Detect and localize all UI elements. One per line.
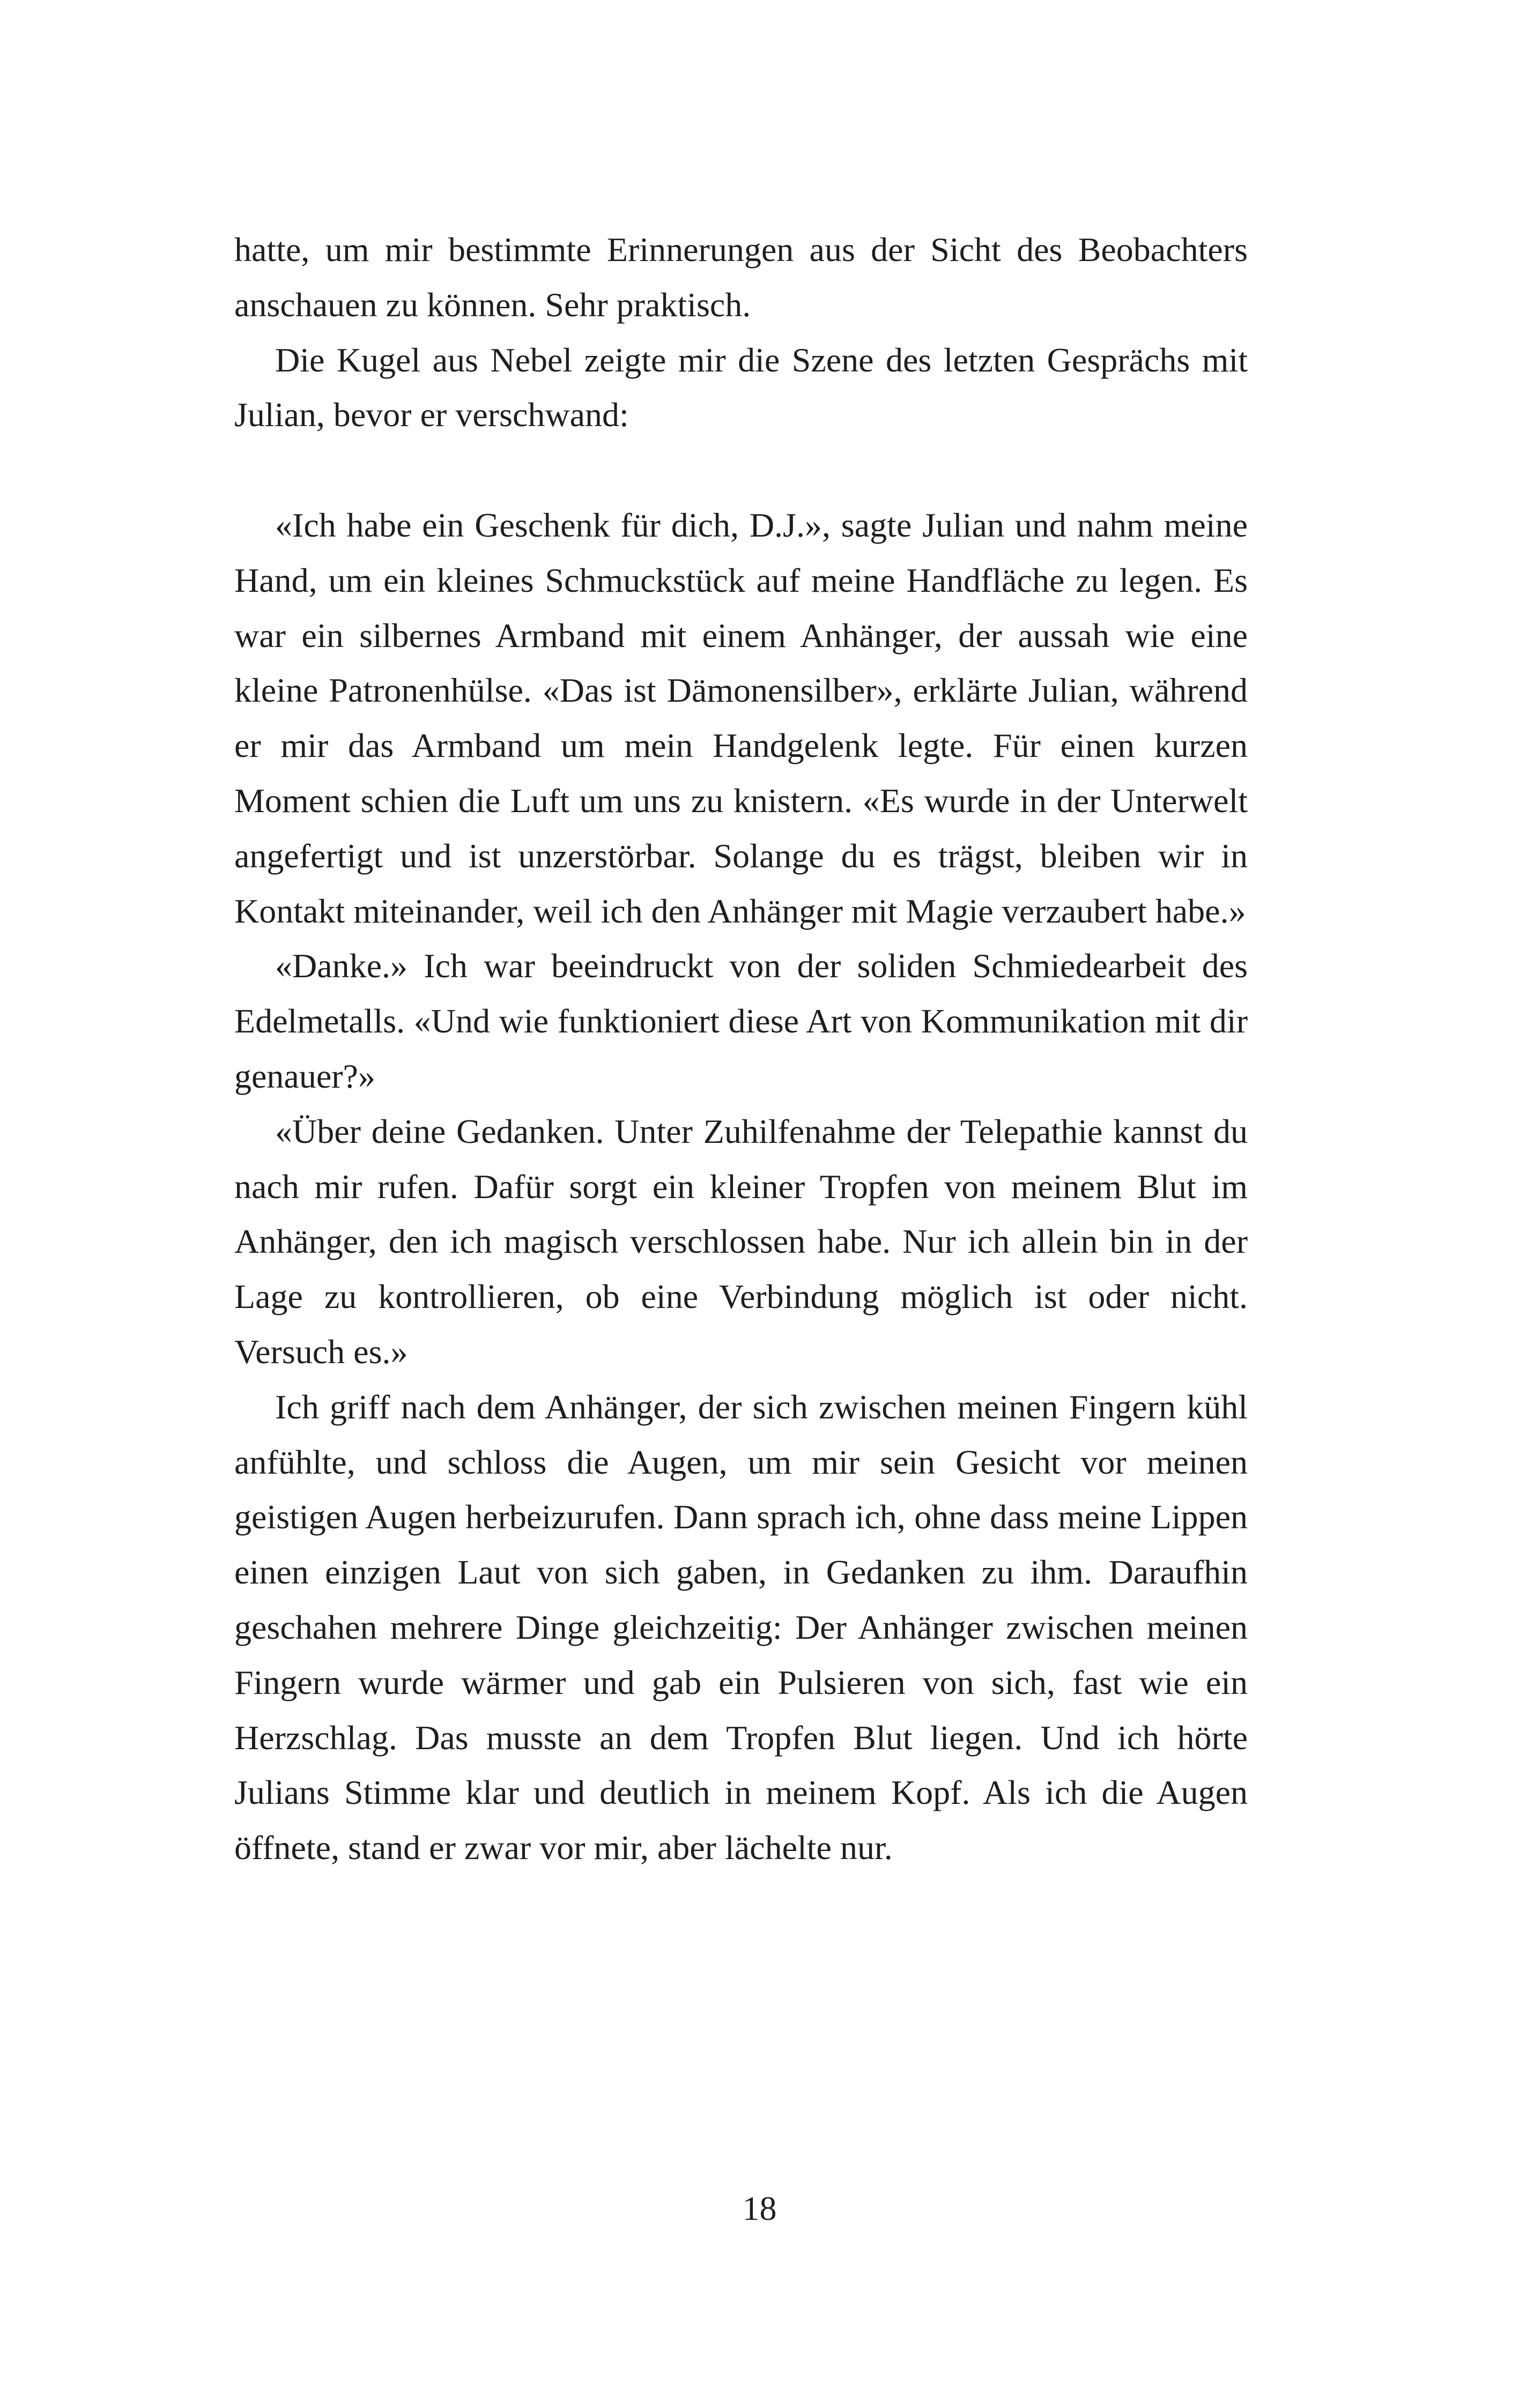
paragraph-3: «Ich habe ein Geschenk für dich, D.J.», sagte Julian und nahm meine Hand, um ein kleines Schmuckstück auf meine Handfläche zu legen. Es war ein silbernes Armband mit einem Anhänger, der aussah wie eine kleine Patronenhülse. «Das ist Dämonensilber», erklärte Julian, während er mir das Armband um mein Handgelenk legte. Für einen kurzen Moment schien die Luft um uns zu knistern. «Es wurde in der Unterwelt angefertigt und ist unzerstörbar. Solange du es trägst, bleiben wir in Kontakt miteinander, weil ich den Anhänger mit Magie verzaubert habe.» [234,506,1248,930]
paragraph-6: Ich griff nach dem Anhänger, der sich zwischen meinen Fingern kühl anfühlte, und schloss die Augen, um mir sein Gesicht vor meinen geistigen Augen herbeizurufen. Dann sprach ich, ohne dass meine Lippen einen einzigen Laut von sich gaben, in Gedanken zu ihm. Daraufhin geschahen mehrere Dinge gleichzeitig: Der Anhänger zwischen meinen Fingern wurde wärmer und gab ein Pulsieren von sich, fast wie ein Herzschlag. Das musste an dem Tropfen Blut liegen. Und ich hörte Julians Stimme klar und deutlich in meinem Kopf. Als ich die Augen öffnete, stand er zwar vor mir, aber lächelte nur. [234,1387,1248,1867]
paragraph-1: hatte, um mir bestimmte Erinnerungen aus der Sicht des Beobachters anschauen zu können. Sehr praktisch. [234,231,1248,324]
paragraph-2: Die Kugel aus Nebel zeigte mir die Szene des letzten Gesprächs mit Julian, bevor er verschwand: [234,340,1248,434]
paragraph-4: «Danke.» Ich war beeindruckt von der soliden Schmiedearbeit des Edelmetalls. «Und wie funktioniert diese Art von Kommunikation mit dir genauer?» [234,947,1248,1095]
body-text [234,222,1248,1876]
paragraph-5: «Über deine Gedanken. Unter Zuhilfenahme der Telepathie kannst du nach mir rufen. Dafür sorgt ein kleiner Tropfen von meinem Blut im Anhänger, den ich magisch verschlossen habe. Nur ich allein bin in der Lage zu kontrollieren, ob eine Verbindung möglich ist oder nicht. Versuch es.» [234,1112,1248,1371]
page-number: 18 [742,2189,777,2227]
